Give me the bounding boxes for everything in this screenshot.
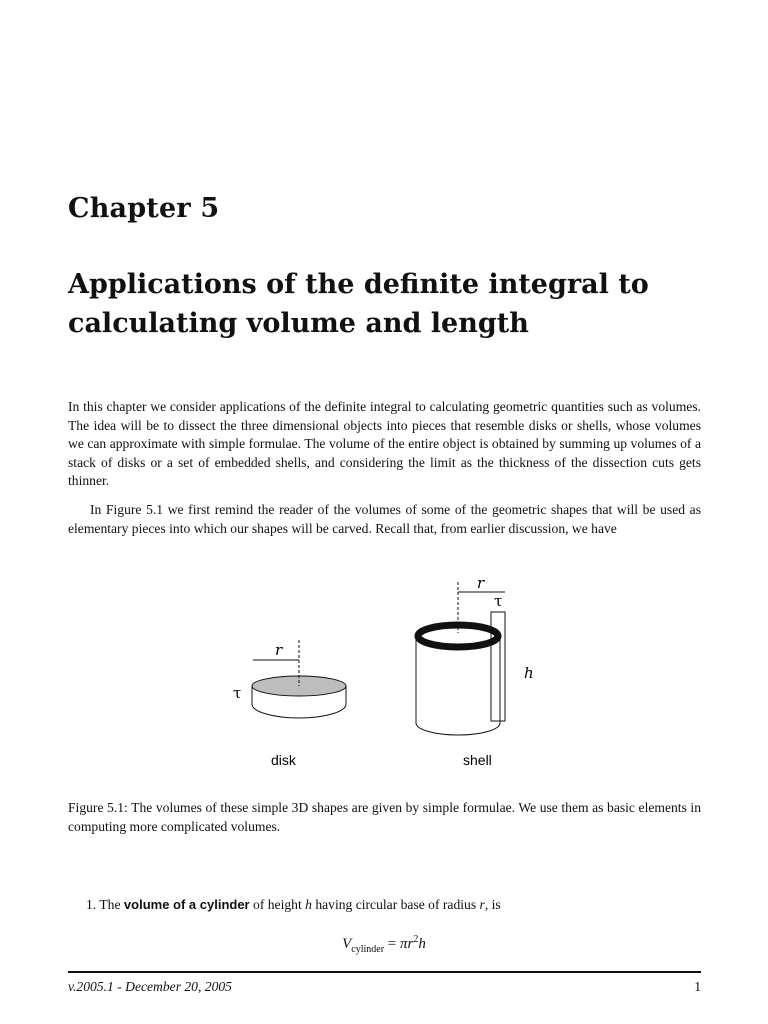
eq-subscript: cylinder <box>351 944 385 955</box>
figure-caption: Figure 5.1: The volumes of these simple 3D shapes are given by simple formulae. We use them as basic elements in computing more complicated volumes. <box>68 800 701 834</box>
figure-reference-paragraph: In Figure 5.1 we first remind the reader of the volumes of some of the geometric shapes that will be used as elementary pieces into which our shapes will be carved. Recall that, from earlier discussion, we have <box>68 502 701 536</box>
eq-exp: 2 <box>413 934 419 945</box>
list-mid2: having circular base of radius <box>315 897 477 912</box>
shell-body <box>416 636 500 735</box>
eq-r: r <box>407 936 414 952</box>
eq-equals: = <box>387 936 397 952</box>
page-number: 1 <box>694 979 701 994</box>
shell-height-symbol: h <box>524 664 534 682</box>
list-var-h: h <box>305 897 312 912</box>
eq-lhs: V <box>342 936 352 952</box>
list-var-r: r <box>479 897 485 912</box>
chapter-label: Chapter 5 <box>68 193 220 224</box>
disk-radius-symbol: r <box>275 641 283 659</box>
chapter-title: Applications of the definite integral to calculating volume and length <box>68 269 649 339</box>
shell-radius-symbol: r <box>477 574 485 592</box>
disk-thickness-symbol: τ <box>233 684 242 702</box>
list-intro: The <box>99 897 121 912</box>
figure-5-1 <box>0 570 768 780</box>
footer-rule <box>68 971 701 973</box>
shell-thickness-symbol: τ <box>494 592 503 610</box>
list-end: , is <box>484 897 501 912</box>
list-mid: of height <box>253 897 302 912</box>
shell-label: shell <box>463 752 492 768</box>
disk-label: disk <box>271 752 296 768</box>
list-item <box>86 896 701 915</box>
footer-version: v.2005.1 - December 20, 2005 <box>68 979 232 994</box>
shell-diagram <box>416 574 534 768</box>
disk-diagram <box>233 640 346 768</box>
intro-paragraph: In this chapter we consider applications of the definite integral to calculating geometric quantities such as volumes. The idea will be to dissect the three dimensional objects into pieces that resemble disks or shells, whose volumes we can approximate with simple formulae. The volume of the entire object is obtained by summing up volumes of a stack of disks or a set of embedded shells, and considering the limit as the thickness of the dissection cuts gets thinner. <box>68 399 701 488</box>
cylinder-volume-equation <box>0 934 768 955</box>
eq-h: h <box>418 936 426 952</box>
eq-pi: π <box>400 936 408 952</box>
list-bold-term: volume of a cylinder <box>123 897 250 912</box>
list-number: 1. <box>86 897 97 912</box>
